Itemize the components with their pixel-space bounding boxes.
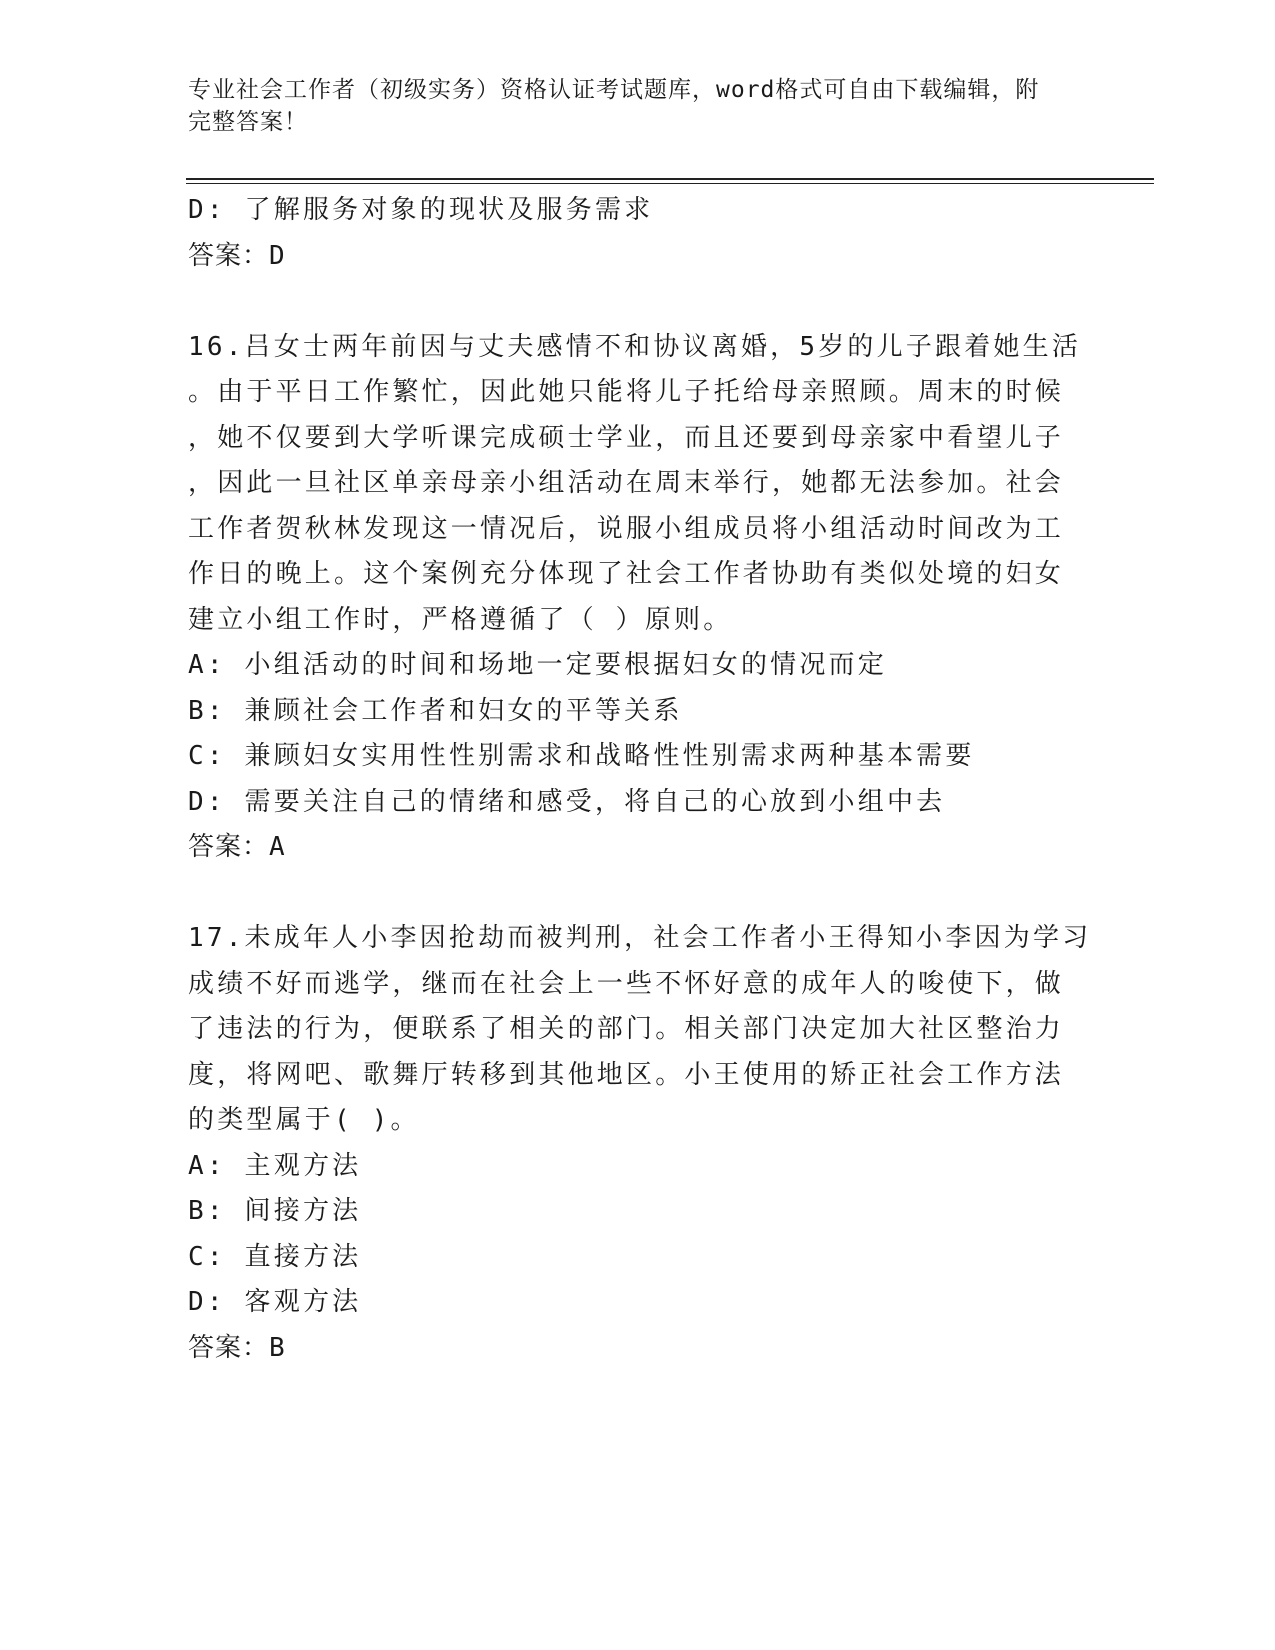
header-divider-thin — [186, 183, 1154, 184]
option-a: A: 小组活动的时间和场地一定要根据妇女的情况而定 — [188, 650, 887, 680]
stem-line: 成绩不好而逃学，继而在社会上一些不怀好意的成年人的唆使下，做 — [188, 968, 1065, 999]
stem-line: ，因此一旦社区单亲母亲小组活动在周末举行，她都无法参加。社会 — [188, 468, 1065, 498]
stem-line: 度，将网吧、歌舞厅转移到其他地区。小王使用的矫正社会工作方法 — [188, 1059, 1065, 1090]
option-b: B: 兼顾社会工作者和妇女的平等关系 — [188, 695, 683, 726]
header-line-1: 专业社会工作者（初级实务）资格认证考试题库，word格式可自由下载编辑，附 — [188, 77, 1040, 103]
question-17 — [188, 916, 1092, 1371]
stem-line: 建立小组工作时，严格遵循了（ ）原则。 — [188, 604, 733, 635]
stem-line: 16.吕女士两年前因与丈夫感情不和协议离婚，5岁的儿子跟着她生活 — [188, 331, 1082, 362]
option-d: D: 需要关注自己的情绪和感受，将自己的心放到小组中去 — [188, 786, 946, 817]
stem-line: ，她不仅要到大学听课完成硕士学业，而且还要到母亲家中看望儿子 — [188, 422, 1065, 453]
option-d: D: 客观方法 — [188, 1287, 362, 1317]
option-c: C: 直接方法 — [188, 1241, 362, 1272]
spacer — [188, 279, 1088, 325]
page-header — [188, 74, 1088, 138]
stem-line: 。由于平日工作繁忙，因此她只能将儿子托给母亲照顾。周末的时候 — [188, 377, 1065, 407]
header-divider-thick — [186, 178, 1154, 180]
option-a: A: 主观方法 — [188, 1150, 362, 1181]
spacer — [188, 871, 1088, 917]
question-stem — [188, 916, 1092, 1144]
option-c: C: 兼顾妇女实用性性别需求和战略性性别需求两种基本需要 — [188, 741, 975, 771]
option-d: D: 了解服务对象的现状及服务需求 — [188, 195, 654, 225]
stem-line: 作日的晚上。这个案例充分体现了社会工作者协助有类似处境的妇女 — [188, 559, 1065, 589]
question-16 — [188, 325, 1088, 871]
header-line-2: 完整答案！ — [188, 109, 308, 135]
stem-line: 工作者贺秋林发现这一情况后，说服小组成员将小组活动时间改为工 — [188, 513, 1065, 544]
stem-line: 了违法的行为，便联系了相关的部门。相关部门决定加大社区整治力 — [188, 1014, 1065, 1044]
document-body — [188, 188, 1092, 1371]
answer-line: 答案：B — [188, 1332, 286, 1363]
stem-line: 的类型属于( )。 — [188, 1105, 420, 1135]
previous-question-tail — [188, 188, 1088, 279]
answer-line: 答案：A — [188, 832, 286, 862]
question-stem — [188, 325, 1082, 644]
stem-line: 17.未成年人小李因抢劫而被判刑，社会工作者小王得知小李因为学习 — [188, 923, 1092, 953]
answer-line: 答案：D — [188, 240, 286, 271]
option-b: B: 间接方法 — [188, 1196, 362, 1226]
